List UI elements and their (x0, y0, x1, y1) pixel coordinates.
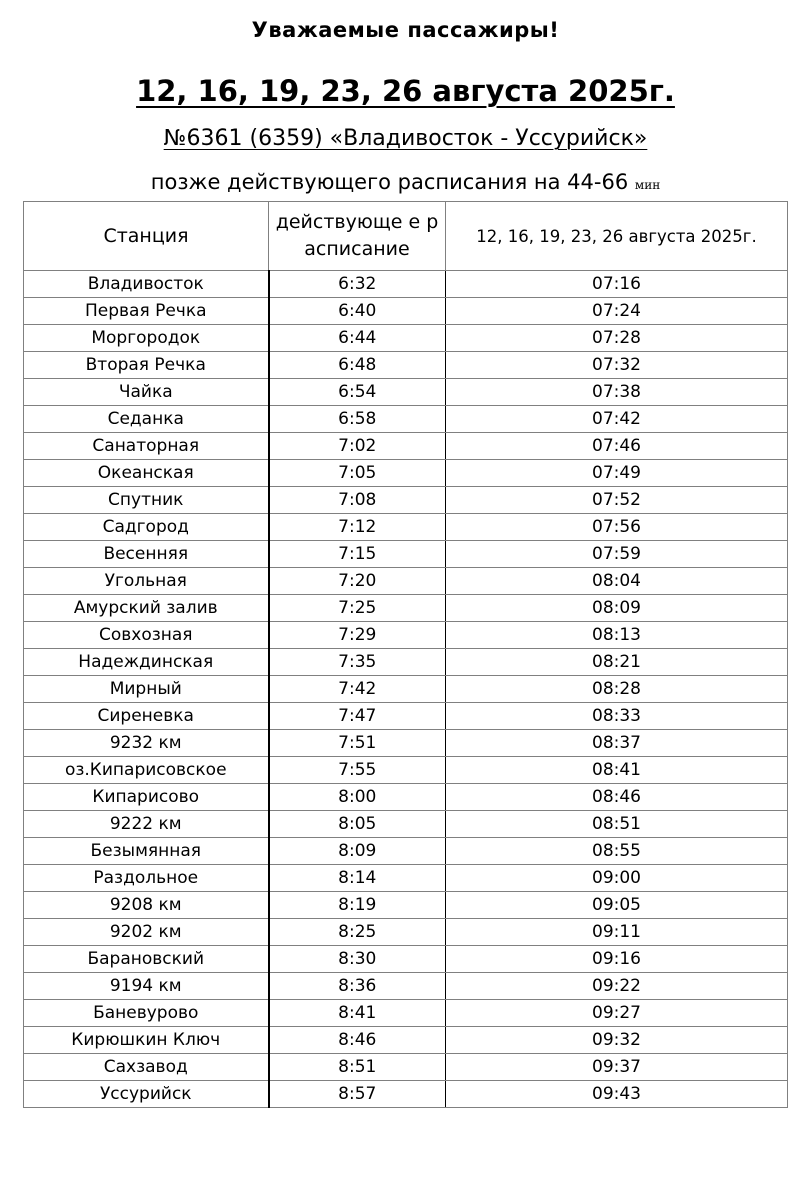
table-row (24, 271, 788, 298)
station-cell: Кипарисово (24, 784, 269, 811)
current-time-cell: 8:30 (269, 946, 446, 973)
table-row (24, 622, 788, 649)
station-cell: Седанка (24, 406, 269, 433)
current-time-cell: 8:25 (269, 919, 446, 946)
current-time-cell: 6:32 (269, 271, 446, 298)
new-time-cell: 07:49 (446, 460, 788, 487)
current-time-cell: 8:41 (269, 1000, 446, 1027)
current-time-cell: 6:54 (269, 379, 446, 406)
table-row (24, 757, 788, 784)
table-row (24, 595, 788, 622)
new-time-cell: 08:28 (446, 676, 788, 703)
current-time-cell: 8:51 (269, 1054, 446, 1081)
station-cell: Барановский (24, 946, 269, 973)
station-cell: Чайка (24, 379, 269, 406)
delay-note (0, 170, 811, 194)
table-row (24, 973, 788, 1000)
current-time-cell: 8:19 (269, 892, 446, 919)
new-time-cell: 08:55 (446, 838, 788, 865)
current-time-cell: 6:48 (269, 352, 446, 379)
new-time-cell: 08:41 (446, 757, 788, 784)
station-cell: 9232 км (24, 730, 269, 757)
new-time-cell: 07:46 (446, 433, 788, 460)
table-row (24, 865, 788, 892)
station-cell: Кирюшкин Ключ (24, 1027, 269, 1054)
table-row (24, 1054, 788, 1081)
new-time-cell: 08:37 (446, 730, 788, 757)
schedule-table-body (24, 271, 788, 1108)
new-time-cell: 07:59 (446, 541, 788, 568)
new-time-cell: 09:22 (446, 973, 788, 1000)
new-time-cell: 08:33 (446, 703, 788, 730)
station-cell: Сахзавод (24, 1054, 269, 1081)
station-cell: Уссурийск (24, 1081, 269, 1108)
station-cell: Владивосток (24, 271, 269, 298)
station-cell: Спутник (24, 487, 269, 514)
new-time-cell: 08:21 (446, 649, 788, 676)
current-time-cell: 8:14 (269, 865, 446, 892)
current-time-cell: 8:57 (269, 1081, 446, 1108)
new-time-cell: 07:42 (446, 406, 788, 433)
new-time-cell: 07:32 (446, 352, 788, 379)
station-cell: Санаторная (24, 433, 269, 460)
table-row (24, 541, 788, 568)
table-row (24, 784, 788, 811)
current-time-cell: 8:00 (269, 784, 446, 811)
new-time-cell: 08:09 (446, 595, 788, 622)
delay-unit: мин (634, 178, 661, 192)
current-time-cell: 8:09 (269, 838, 446, 865)
table-row (24, 406, 788, 433)
table-row (24, 352, 788, 379)
table-row (24, 568, 788, 595)
current-time-cell: 8:46 (269, 1027, 446, 1054)
table-row (24, 379, 788, 406)
table-row (24, 649, 788, 676)
table-row (24, 676, 788, 703)
station-cell: 9194 км (24, 973, 269, 1000)
new-time-cell: 09:37 (446, 1054, 788, 1081)
new-time-cell: 09:00 (446, 865, 788, 892)
new-time-cell: 09:05 (446, 892, 788, 919)
dates-heading: 12, 16, 19, 23, 26 августа 2025г. (136, 74, 675, 108)
table-row (24, 433, 788, 460)
new-time-cell: 08:46 (446, 784, 788, 811)
table-row (24, 730, 788, 757)
new-time-cell: 09:32 (446, 1027, 788, 1054)
current-time-cell: 7:35 (269, 649, 446, 676)
station-cell: Вторая Речка (24, 352, 269, 379)
table-row (24, 487, 788, 514)
table-row (24, 811, 788, 838)
current-time-cell: 6:40 (269, 298, 446, 325)
new-time-cell: 08:04 (446, 568, 788, 595)
station-cell: Весенняя (24, 541, 269, 568)
table-row (24, 514, 788, 541)
current-time-cell: 7:08 (269, 487, 446, 514)
current-time-cell: 7:51 (269, 730, 446, 757)
new-time-cell: 07:28 (446, 325, 788, 352)
current-time-cell: 7:55 (269, 757, 446, 784)
current-time-cell: 8:05 (269, 811, 446, 838)
current-time-cell: 7:15 (269, 541, 446, 568)
station-cell: Безымянная (24, 838, 269, 865)
station-cell: Первая Речка (24, 298, 269, 325)
station-cell: Раздольное (24, 865, 269, 892)
table-row (24, 946, 788, 973)
column-header-new-schedule: 12, 16, 19, 23, 26 августа 2025г. (446, 202, 788, 271)
current-time-cell: 7:47 (269, 703, 446, 730)
table-row (24, 1027, 788, 1054)
table-row (24, 892, 788, 919)
station-cell: Совхозная (24, 622, 269, 649)
new-time-cell: 07:16 (446, 271, 788, 298)
current-time-cell: 6:58 (269, 406, 446, 433)
station-cell: Баневурово (24, 1000, 269, 1027)
route-heading: №6361 (6359) «Владивосток - Уссурийск» (163, 126, 648, 151)
current-time-cell: 8:36 (269, 973, 446, 1000)
station-cell: Сиреневка (24, 703, 269, 730)
station-cell: оз.Кипарисовское (24, 757, 269, 784)
current-time-cell: 7:05 (269, 460, 446, 487)
station-cell: Угольная (24, 568, 269, 595)
new-time-cell: 08:51 (446, 811, 788, 838)
station-cell: Надеждинская (24, 649, 269, 676)
station-cell: Океанская (24, 460, 269, 487)
table-row (24, 298, 788, 325)
greeting-heading: Уважаемые пассажиры! (251, 18, 560, 42)
current-time-cell: 7:29 (269, 622, 446, 649)
new-time-cell: 07:24 (446, 298, 788, 325)
station-cell: 9208 км (24, 892, 269, 919)
station-cell: 9202 км (24, 919, 269, 946)
table-row (24, 325, 788, 352)
table-row (24, 1081, 788, 1108)
current-time-cell: 7:12 (269, 514, 446, 541)
current-time-cell: 7:02 (269, 433, 446, 460)
new-time-cell: 07:38 (446, 379, 788, 406)
new-time-cell: 09:43 (446, 1081, 788, 1108)
new-time-cell: 07:52 (446, 487, 788, 514)
schedule-table (23, 201, 788, 1108)
table-row (24, 703, 788, 730)
station-cell: 9222 км (24, 811, 269, 838)
current-time-cell: 6:44 (269, 325, 446, 352)
new-time-cell: 08:13 (446, 622, 788, 649)
table-row (24, 1000, 788, 1027)
station-cell: Моргородок (24, 325, 269, 352)
column-header-current-schedule: действующе е расписание (269, 202, 446, 271)
current-time-cell: 7:42 (269, 676, 446, 703)
current-time-cell: 7:20 (269, 568, 446, 595)
current-time-cell: 7:25 (269, 595, 446, 622)
table-row (24, 838, 788, 865)
station-cell: Садгород (24, 514, 269, 541)
station-cell: Мирный (24, 676, 269, 703)
table-row (24, 460, 788, 487)
table-row (24, 919, 788, 946)
station-cell: Амурский залив (24, 595, 269, 622)
delay-text: позже действующего расписания на 44-66 (150, 170, 635, 194)
new-time-cell: 09:27 (446, 1000, 788, 1027)
new-time-cell: 09:11 (446, 919, 788, 946)
new-time-cell: 09:16 (446, 946, 788, 973)
column-header-station: Станция (24, 202, 269, 271)
new-time-cell: 07:56 (446, 514, 788, 541)
table-header-row (24, 202, 788, 271)
